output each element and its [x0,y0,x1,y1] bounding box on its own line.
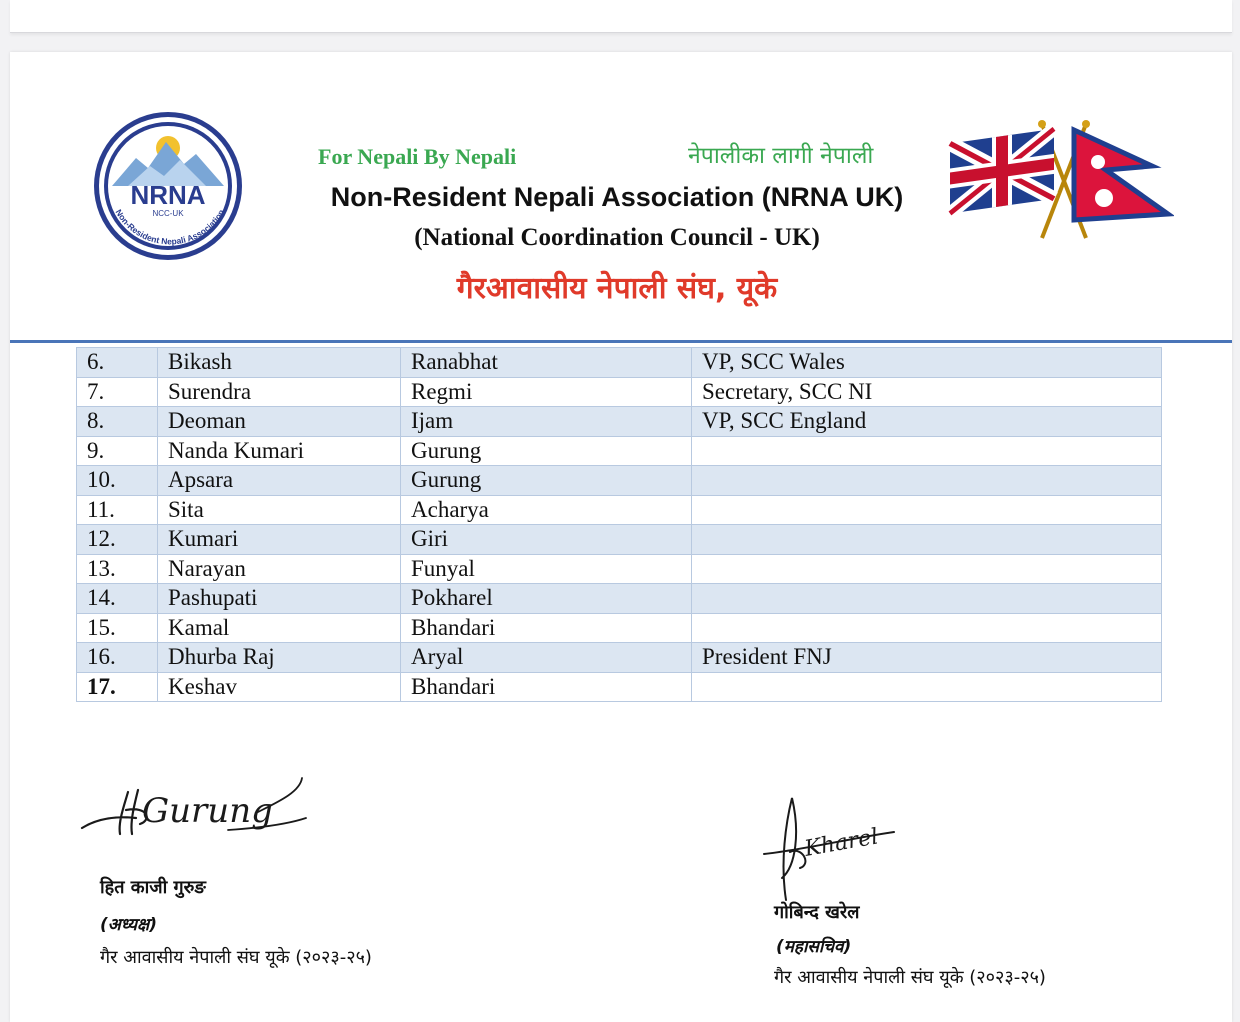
header-divider [10,340,1232,343]
member-number: 7. [77,377,158,407]
logo-main-text: NRNA [130,180,206,210]
member-role: President FNJ [692,643,1162,673]
table-row [77,436,1162,466]
member-number: 10. [77,466,158,496]
member-first-name: Sita [158,495,401,525]
signature-kharel-text: Kharel [802,824,881,862]
member-role: VP, SCC Wales [692,348,1162,378]
org-name-nepali: गैरआवासीय नेपाली संघ, यूके [456,271,778,306]
member-last-name: Ijam [401,407,692,437]
member-first-name: Kamal [158,613,401,643]
member-last-name: Regmi [401,377,692,407]
member-role [692,672,1162,702]
document-page [10,52,1232,1022]
member-role [692,466,1162,496]
member-number: 13. [77,554,158,584]
member-number: 16. [77,643,158,673]
member-number: 14. [77,584,158,614]
signatory-1-name: हित काजी गुरुङ [100,877,206,898]
member-number: 15. [77,613,158,643]
member-first-name: Pashupati [158,584,401,614]
member-role: Secretary, SCC NI [692,377,1162,407]
signature-gurung [78,772,308,852]
table-row [77,613,1162,643]
table-row [77,495,1162,525]
member-role [692,495,1162,525]
table-row [77,643,1162,673]
member-last-name: Acharya [401,495,692,525]
tagline-nepali: नेपालीका लागी नेपाली [688,143,874,169]
member-last-name: Gurung [401,436,692,466]
member-first-name: Nanda Kumari [158,436,401,466]
member-first-name: Bikash [158,348,401,378]
logo-small-text: NCC-UK [152,209,184,218]
signature-kharel [762,792,898,902]
member-number: 6. [77,348,158,378]
member-role [692,554,1162,584]
member-last-name: Gurung [401,466,692,496]
table-row [77,466,1162,496]
member-first-name: Dhurba Raj [158,643,401,673]
table-row [77,407,1162,437]
signatory-2-role: (महासचिव) [776,937,852,957]
member-last-name: Giri [401,525,692,555]
tagline-english: For Nepali By Nepali [318,144,517,169]
signatory-2-name: गोबिन्द खरेल [774,902,860,923]
member-number: 9. [77,436,158,466]
member-role [692,584,1162,614]
member-last-name: Bhandari [401,613,692,643]
previous-page-edge [10,0,1232,33]
member-role [692,613,1162,643]
logo-ring-text: Non-Resident Nepali Association [113,207,227,247]
member-number: 11. [77,495,158,525]
member-role [692,436,1162,466]
member-last-name: Funyal [401,554,692,584]
member-first-name: Kumari [158,525,401,555]
member-number: 8. [77,407,158,437]
member-role: VP, SCC England [692,407,1162,437]
table-row [77,672,1162,702]
member-first-name: Surendra [158,377,401,407]
table-row [77,525,1162,555]
member-last-name: Ranabhat [401,348,692,378]
signatory-2-org: गैर आवासीय नेपाली संघ यूके (२०२३-२५) [774,967,1046,988]
member-number: 17. [77,672,158,702]
member-first-name: Narayan [158,554,401,584]
table-row [77,377,1162,407]
member-first-name: Apsara [158,466,401,496]
signature-gurung-text: Gurung [142,791,273,831]
table-row [77,348,1162,378]
signatory-1-role: (अध्यक्ष) [100,915,157,935]
member-last-name: Aryal [401,643,692,673]
org-name: Non-Resident Nepali Association (NRNA UK) [330,182,904,212]
table-row [77,584,1162,614]
member-first-name: Keshav [158,672,401,702]
table-row [77,554,1162,584]
member-first-name: Deoman [158,407,401,437]
nrna-logo [88,106,248,260]
crossed-flags-icon [946,120,1174,240]
member-number: 12. [77,525,158,555]
member-last-name: Pokharel [401,584,692,614]
members-table [76,347,1162,702]
signatory-1-org: गैर आवासीय नेपाली संघ यूके (२०२३-२५) [100,947,372,968]
org-council: (National Coordination Council - UK) [414,224,820,251]
member-role [692,525,1162,555]
member-last-name: Bhandari [401,672,692,702]
